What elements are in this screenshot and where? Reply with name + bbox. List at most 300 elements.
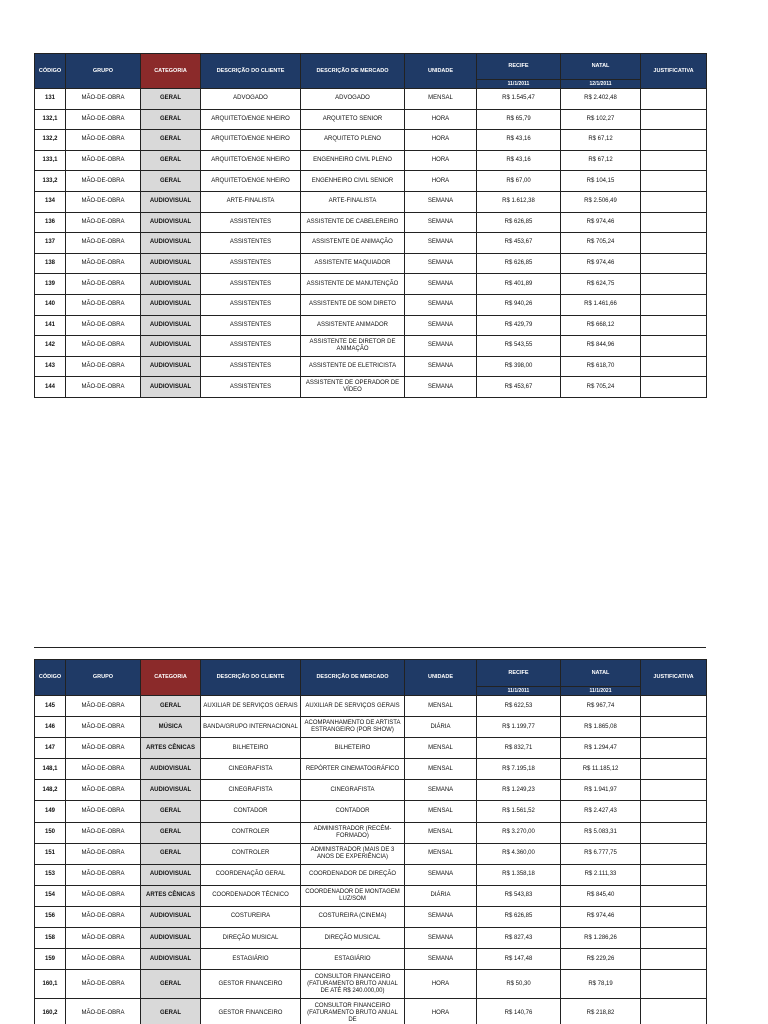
cell-desc-cliente: ASSISTENTES [201, 294, 301, 315]
header-grupo: GRUPO [66, 660, 141, 696]
table-2-body [35, 696, 707, 1024]
cell-categoria: AUDIOVISUAL [141, 191, 201, 212]
cell-grupo: MÃO-DE-OBRA [66, 843, 141, 864]
cell-codigo: 134 [35, 191, 66, 212]
cell-grupo: MÃO-DE-OBRA [66, 336, 141, 357]
header-recife-date: 11/1/2011 [477, 687, 561, 696]
cell-justificativa [641, 822, 707, 843]
cell-categoria: AUDIOVISUAL [141, 759, 201, 780]
header-desc-cliente: DESCRIÇÃO DO CLIENTE [201, 660, 301, 696]
cell-codigo: 144 [35, 377, 66, 398]
cell-grupo: MÃO-DE-OBRA [66, 109, 141, 130]
cell-recife: R$ 1.249,23 [477, 780, 561, 801]
cell-unidade: SEMANA [405, 253, 477, 274]
cell-desc-mercado: COSTUREIRA (CINEMA) [301, 906, 405, 927]
cell-desc-mercado: COORDENADOR DE DIREÇÃO [301, 864, 405, 885]
cell-codigo: 136 [35, 212, 66, 233]
cell-desc-mercado: CONSULTOR FINANCEIRO (FATURAMENTO BRUTO ANUAL DE ATÉ R$ 240.000,00) [301, 970, 405, 999]
cell-unidade: SEMANA [405, 315, 477, 336]
cell-categoria: GERAL [141, 843, 201, 864]
cell-codigo: 151 [35, 843, 66, 864]
cell-natal: R$ 1.286,26 [561, 928, 641, 949]
cell-unidade: MENSAL [405, 801, 477, 822]
table-row [35, 780, 707, 801]
header-natal: NATAL [561, 660, 641, 687]
header-codigo: CÓDIGO [35, 660, 66, 696]
cell-justificativa [641, 780, 707, 801]
cell-codigo: 147 [35, 738, 66, 759]
cell-desc-cliente: ASSISTENTES [201, 336, 301, 357]
table-row [35, 191, 707, 212]
cell-desc-mercado: ARQUITETO PLENO [301, 130, 405, 151]
cell-desc-mercado: ARTE-FINALISTA [301, 191, 405, 212]
cell-grupo: MÃO-DE-OBRA [66, 130, 141, 151]
cell-codigo: 139 [35, 274, 66, 295]
header-natal-date: 12/1/2011 [561, 80, 641, 89]
cell-justificativa [641, 999, 707, 1024]
cell-natal: R$ 67,12 [561, 150, 641, 171]
cell-recife: R$ 65,79 [477, 109, 561, 130]
cell-desc-mercado: AUXILIAR DE SERVIÇOS GERAIS [301, 696, 405, 717]
table-row [35, 171, 707, 192]
cell-desc-cliente: CINEGRAFISTA [201, 759, 301, 780]
cell-desc-cliente: COORDENADOR TÉCNICO [201, 885, 301, 906]
cell-unidade: SEMANA [405, 233, 477, 254]
cell-codigo: 148,2 [35, 780, 66, 801]
cell-codigo: 142 [35, 336, 66, 357]
cell-codigo: 145 [35, 696, 66, 717]
table-row [35, 315, 707, 336]
cell-natal: R$ 974,46 [561, 906, 641, 927]
cell-desc-mercado: DIREÇÃO MUSICAL [301, 928, 405, 949]
cell-desc-cliente: AUXILIAR DE SERVIÇOS GERAIS [201, 696, 301, 717]
cell-recife: R$ 453,67 [477, 377, 561, 398]
cell-natal: R$ 1.865,08 [561, 717, 641, 738]
cell-grupo: MÃO-DE-OBRA [66, 315, 141, 336]
cell-desc-cliente: COORDENAÇÃO GERAL [201, 864, 301, 885]
cell-natal: R$ 705,24 [561, 233, 641, 254]
cell-grupo: MÃO-DE-OBRA [66, 885, 141, 906]
header-categoria: CATEGORIA [141, 54, 201, 89]
table-row [35, 759, 707, 780]
cell-unidade: HORA [405, 999, 477, 1024]
cell-desc-cliente: ADVOGADO [201, 89, 301, 110]
table-row [35, 949, 707, 970]
cell-justificativa [641, 356, 707, 377]
cell-categoria: GERAL [141, 970, 201, 999]
cell-unidade: DIÁRIA [405, 885, 477, 906]
cell-recife: R$ 429,79 [477, 315, 561, 336]
cell-unidade: HORA [405, 109, 477, 130]
cell-desc-mercado: BILHETEIRO [301, 738, 405, 759]
cell-categoria: MÚSICA [141, 717, 201, 738]
cell-categoria: AUDIOVISUAL [141, 315, 201, 336]
cell-desc-mercado: REPÓRTER CINEMATOGRÁFICO [301, 759, 405, 780]
cell-justificativa [641, 130, 707, 151]
cell-justificativa [641, 970, 707, 999]
table-row [35, 717, 707, 738]
cell-codigo: 133,1 [35, 150, 66, 171]
cell-desc-mercado: ASSISTENTE DE OPERADOR DE VÍDEO [301, 377, 405, 398]
cell-natal: R$ 2.111,33 [561, 864, 641, 885]
cell-codigo: 153 [35, 864, 66, 885]
cell-categoria: GERAL [141, 150, 201, 171]
cell-grupo: MÃO-DE-OBRA [66, 89, 141, 110]
cell-recife: R$ 67,00 [477, 171, 561, 192]
cell-desc-mercado: ASSISTENTE ANIMADOR [301, 315, 405, 336]
cell-grupo: MÃO-DE-OBRA [66, 171, 141, 192]
cell-categoria: ARTES CÊNICAS [141, 738, 201, 759]
cell-natal: R$ 1.461,66 [561, 294, 641, 315]
cell-justificativa [641, 171, 707, 192]
cell-natal: R$ 5.083,31 [561, 822, 641, 843]
cell-unidade: SEMANA [405, 377, 477, 398]
cell-codigo: 160,1 [35, 970, 66, 999]
cell-recife: R$ 50,30 [477, 970, 561, 999]
cell-desc-mercado: ASSISTENTE DE ANIMAÇÃO [301, 233, 405, 254]
cell-desc-mercado: ADVOGADO [301, 89, 405, 110]
cell-desc-mercado: ASSISTENTE MAQUIADOR [301, 253, 405, 274]
header-recife-date: 11/1/2011 [477, 80, 561, 89]
cell-codigo: 143 [35, 356, 66, 377]
cell-codigo: 159 [35, 949, 66, 970]
cell-unidade: HORA [405, 171, 477, 192]
cell-justificativa [641, 109, 707, 130]
cell-desc-cliente: GESTOR FINANCEIRO [201, 999, 301, 1024]
cell-justificativa [641, 212, 707, 233]
cell-categoria: GERAL [141, 109, 201, 130]
cell-recife: R$ 453,67 [477, 233, 561, 254]
table-row [35, 738, 707, 759]
cell-unidade: MENSAL [405, 89, 477, 110]
cell-natal: R$ 668,12 [561, 315, 641, 336]
cell-categoria: GERAL [141, 171, 201, 192]
cell-justificativa [641, 233, 707, 254]
cell-desc-cliente: GESTOR FINANCEIRO [201, 970, 301, 999]
cell-unidade: SEMANA [405, 780, 477, 801]
cell-grupo: MÃO-DE-OBRA [66, 928, 141, 949]
cell-unidade: MENSAL [405, 738, 477, 759]
cell-desc-mercado: ASSISTENTE DE SOM DIRETO [301, 294, 405, 315]
header-categoria: CATEGORIA [141, 660, 201, 696]
cell-unidade: SEMANA [405, 864, 477, 885]
cell-desc-cliente: CINEGRAFISTA [201, 780, 301, 801]
table-row [35, 294, 707, 315]
cell-categoria: AUDIOVISUAL [141, 233, 201, 254]
table-row [35, 696, 707, 717]
cell-desc-mercado: ACOMPANHAMENTO DE ARTISTA ESTRANGEIRO (POR SHOW) [301, 717, 405, 738]
cell-natal: R$ 2.506,49 [561, 191, 641, 212]
cell-recife: R$ 1.358,18 [477, 864, 561, 885]
cell-natal: R$ 218,82 [561, 999, 641, 1024]
cell-grupo: MÃO-DE-OBRA [66, 999, 141, 1024]
cell-desc-cliente: ASSISTENTES [201, 212, 301, 233]
cell-grupo: MÃO-DE-OBRA [66, 294, 141, 315]
cell-justificativa [641, 336, 707, 357]
cell-recife: R$ 827,43 [477, 928, 561, 949]
cell-grupo: MÃO-DE-OBRA [66, 233, 141, 254]
header-desc-mercado: DESCRIÇÃO DE MERCADO [301, 660, 405, 696]
cell-desc-mercado: ADMINISTRADOR (RECÉM-FORMADO) [301, 822, 405, 843]
cell-unidade: SEMANA [405, 212, 477, 233]
cell-unidade: SEMANA [405, 928, 477, 949]
cell-recife: R$ 543,83 [477, 885, 561, 906]
cell-codigo: 133,2 [35, 171, 66, 192]
cell-codigo: 132,1 [35, 109, 66, 130]
cell-recife: R$ 147,48 [477, 949, 561, 970]
table-row [35, 109, 707, 130]
cell-recife: R$ 140,76 [477, 999, 561, 1024]
cell-grupo: MÃO-DE-OBRA [66, 191, 141, 212]
cell-categoria: AUDIOVISUAL [141, 949, 201, 970]
table-1-body [35, 89, 707, 398]
cell-recife: R$ 1.612,38 [477, 191, 561, 212]
cell-justificativa [641, 191, 707, 212]
cell-categoria: AUDIOVISUAL [141, 212, 201, 233]
cell-unidade: SEMANA [405, 906, 477, 927]
cell-justificativa [641, 377, 707, 398]
cell-codigo: 160,2 [35, 999, 66, 1024]
cell-unidade: DIÁRIA [405, 717, 477, 738]
cell-categoria: AUDIOVISUAL [141, 274, 201, 295]
cell-unidade: MENSAL [405, 696, 477, 717]
cell-desc-mercado: ASSISTENTE DE CABELEREIRO [301, 212, 405, 233]
cell-justificativa [641, 843, 707, 864]
cell-codigo: 150 [35, 822, 66, 843]
table-row [35, 999, 707, 1024]
cell-natal: R$ 229,26 [561, 949, 641, 970]
table-row [35, 233, 707, 254]
cell-grupo: MÃO-DE-OBRA [66, 864, 141, 885]
cell-desc-cliente: ASSISTENTES [201, 253, 301, 274]
table-row [35, 253, 707, 274]
cell-justificativa [641, 253, 707, 274]
cell-recife: R$ 43,16 [477, 130, 561, 151]
page-divider [34, 647, 706, 648]
header-desc-cliente: DESCRIÇÃO DO CLIENTE [201, 54, 301, 89]
cell-unidade: SEMANA [405, 191, 477, 212]
header-natal: NATAL [561, 54, 641, 80]
cell-justificativa [641, 150, 707, 171]
table-row [35, 377, 707, 398]
cell-desc-mercado: ASSISTENTE DE ELETRICISTA [301, 356, 405, 377]
table-row [35, 150, 707, 171]
cell-categoria: GERAL [141, 89, 201, 110]
cell-recife: R$ 626,85 [477, 906, 561, 927]
cell-justificativa [641, 696, 707, 717]
cell-recife: R$ 43,16 [477, 150, 561, 171]
cell-justificativa [641, 801, 707, 822]
cell-desc-mercado: CONSULTOR FINANCEIRO (FATURAMENTO BRUTO ANUAL DE [301, 999, 405, 1024]
cell-grupo: MÃO-DE-OBRA [66, 949, 141, 970]
cell-natal: R$ 104,15 [561, 171, 641, 192]
cell-recife: R$ 832,71 [477, 738, 561, 759]
cell-categoria: AUDIOVISUAL [141, 906, 201, 927]
cell-desc-cliente: ASSISTENTES [201, 356, 301, 377]
table-row [35, 885, 707, 906]
cell-categoria: ARTES CÊNICAS [141, 885, 201, 906]
cell-grupo: MÃO-DE-OBRA [66, 759, 141, 780]
cell-natal: R$ 1.294,47 [561, 738, 641, 759]
cell-desc-cliente: CONTROLER [201, 843, 301, 864]
cell-desc-mercado: ADMINISTRADOR (MAIS DE 3 ANOS DE EXPERIÊNCIA) [301, 843, 405, 864]
cell-natal: R$ 6.777,75 [561, 843, 641, 864]
cell-natal: R$ 974,46 [561, 212, 641, 233]
cell-codigo: 156 [35, 906, 66, 927]
cell-recife: R$ 4.360,00 [477, 843, 561, 864]
cell-unidade: HORA [405, 130, 477, 151]
cell-codigo: 146 [35, 717, 66, 738]
cell-natal: R$ 618,70 [561, 356, 641, 377]
cell-natal: R$ 624,75 [561, 274, 641, 295]
cell-categoria: GERAL [141, 822, 201, 843]
cell-recife: R$ 1.199,77 [477, 717, 561, 738]
cell-recife: R$ 398,00 [477, 356, 561, 377]
cell-natal: R$ 705,24 [561, 377, 641, 398]
cell-grupo: MÃO-DE-OBRA [66, 970, 141, 999]
cell-desc-mercado: ENGENHEIRO CIVIL SENIOR [301, 171, 405, 192]
cell-desc-cliente: ASSISTENTES [201, 233, 301, 254]
cell-desc-mercado: ENGENHEIRO CIVIL PLENO [301, 150, 405, 171]
cell-recife: R$ 7.195,18 [477, 759, 561, 780]
cell-desc-mercado: CINEGRAFISTA [301, 780, 405, 801]
cell-natal: R$ 11.185,12 [561, 759, 641, 780]
cell-natal: R$ 844,96 [561, 336, 641, 357]
cell-categoria: AUDIOVISUAL [141, 253, 201, 274]
cell-categoria: AUDIOVISUAL [141, 864, 201, 885]
cell-natal: R$ 102,27 [561, 109, 641, 130]
cell-justificativa [641, 759, 707, 780]
cell-desc-mercado: ESTAGIÁRIO [301, 949, 405, 970]
header-grupo: GRUPO [66, 54, 141, 89]
cell-grupo: MÃO-DE-OBRA [66, 738, 141, 759]
cell-recife: R$ 1.545,47 [477, 89, 561, 110]
cell-grupo: MÃO-DE-OBRA [66, 696, 141, 717]
cell-desc-cliente: COSTUREIRA [201, 906, 301, 927]
cell-categoria: AUDIOVISUAL [141, 336, 201, 357]
cell-justificativa [641, 717, 707, 738]
cell-justificativa [641, 949, 707, 970]
cell-natal: R$ 845,40 [561, 885, 641, 906]
header-recife: RECIFE [477, 660, 561, 687]
cell-codigo: 137 [35, 233, 66, 254]
table-row [35, 130, 707, 151]
cell-desc-cliente: BANDA/GRUPO INTERNACIONAL [201, 717, 301, 738]
cell-natal: R$ 78,19 [561, 970, 641, 999]
cell-justificativa [641, 89, 707, 110]
cell-desc-mercado: COORDENADOR DE MONTAGEM LUZ/SOM [301, 885, 405, 906]
cell-justificativa [641, 738, 707, 759]
table-row [35, 928, 707, 949]
table-row [35, 843, 707, 864]
cell-desc-mercado: ASSISTENTE DE DIRETOR DE ANIMAÇÃO [301, 336, 405, 357]
cell-categoria: GERAL [141, 999, 201, 1024]
table-row [35, 274, 707, 295]
header-justificativa: JUSTIFICATIVA [641, 54, 707, 89]
cell-categoria: AUDIOVISUAL [141, 377, 201, 398]
cell-grupo: MÃO-DE-OBRA [66, 801, 141, 822]
table-row [35, 336, 707, 357]
cell-justificativa [641, 928, 707, 949]
cell-desc-cliente: ASSISTENTES [201, 377, 301, 398]
cell-desc-cliente: CONTADOR [201, 801, 301, 822]
cell-unidade: SEMANA [405, 336, 477, 357]
cell-recife: R$ 626,85 [477, 212, 561, 233]
cell-natal: R$ 974,46 [561, 253, 641, 274]
cell-justificativa [641, 315, 707, 336]
header-desc-mercado: DESCRIÇÃO DE MERCADO [301, 54, 405, 89]
cell-categoria: GERAL [141, 801, 201, 822]
cell-categoria: AUDIOVISUAL [141, 356, 201, 377]
cell-desc-cliente: ESTAGIÁRIO [201, 949, 301, 970]
cell-natal: R$ 967,74 [561, 696, 641, 717]
cell-grupo: MÃO-DE-OBRA [66, 780, 141, 801]
table-row [35, 356, 707, 377]
cell-natal: R$ 1.941,97 [561, 780, 641, 801]
cell-codigo: 154 [35, 885, 66, 906]
cell-unidade: HORA [405, 150, 477, 171]
cell-justificativa [641, 864, 707, 885]
cell-codigo: 131 [35, 89, 66, 110]
cell-recife: R$ 543,55 [477, 336, 561, 357]
table-row [35, 89, 707, 110]
header-recife: RECIFE [477, 54, 561, 80]
cell-natal: R$ 2.402,48 [561, 89, 641, 110]
table-row [35, 906, 707, 927]
cell-desc-cliente: ARQUITETO/ENGE NHEIRO [201, 171, 301, 192]
cell-desc-cliente: ARQUITETO/ENGE NHEIRO [201, 150, 301, 171]
table-row [35, 822, 707, 843]
cell-desc-cliente: ARQUITETO/ENGE NHEIRO [201, 130, 301, 151]
cell-codigo: 140 [35, 294, 66, 315]
cell-natal: R$ 2.427,43 [561, 801, 641, 822]
header-unidade: UNIDADE [405, 660, 477, 696]
header-natal-date: 11/1/2021 [561, 687, 641, 696]
cell-grupo: MÃO-DE-OBRA [66, 356, 141, 377]
table-row [35, 864, 707, 885]
cell-codigo: 148,1 [35, 759, 66, 780]
cell-recife: R$ 626,85 [477, 253, 561, 274]
cell-desc-cliente: ARQUITETO/ENGE NHEIRO [201, 109, 301, 130]
cell-unidade: SEMANA [405, 949, 477, 970]
cell-categoria: AUDIOVISUAL [141, 294, 201, 315]
cell-natal: R$ 67,12 [561, 130, 641, 151]
cell-recife: R$ 3.270,00 [477, 822, 561, 843]
cell-grupo: MÃO-DE-OBRA [66, 906, 141, 927]
cell-codigo: 141 [35, 315, 66, 336]
cell-desc-cliente: ARTE-FINALISTA [201, 191, 301, 212]
cell-desc-cliente: CONTROLER [201, 822, 301, 843]
header-codigo: CÓDIGO [35, 54, 66, 89]
cell-categoria: GERAL [141, 130, 201, 151]
cell-grupo: MÃO-DE-OBRA [66, 253, 141, 274]
cell-codigo: 132,2 [35, 130, 66, 151]
cell-recife: R$ 401,89 [477, 274, 561, 295]
cell-categoria: AUDIOVISUAL [141, 928, 201, 949]
price-table-2 [34, 659, 707, 1024]
cell-recife: R$ 940,26 [477, 294, 561, 315]
table-row [35, 970, 707, 999]
cell-recife: R$ 1.561,52 [477, 801, 561, 822]
cell-recife: R$ 622,53 [477, 696, 561, 717]
cell-justificativa [641, 906, 707, 927]
cell-codigo: 158 [35, 928, 66, 949]
cell-codigo: 138 [35, 253, 66, 274]
table-row [35, 212, 707, 233]
cell-grupo: MÃO-DE-OBRA [66, 212, 141, 233]
cell-desc-mercado: ARQUITETO SENIOR [301, 109, 405, 130]
cell-justificativa [641, 885, 707, 906]
